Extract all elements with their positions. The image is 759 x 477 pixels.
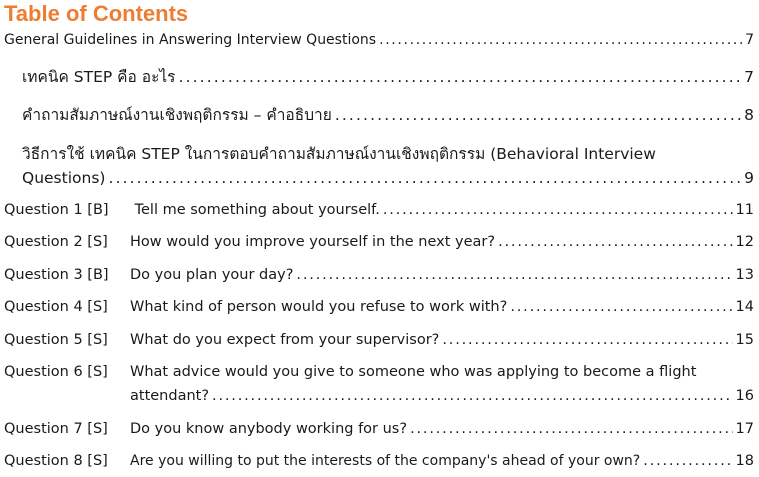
toc-question-1[interactable] [4, 202, 754, 218]
dot-leader [643, 453, 732, 469]
dot-leader [379, 32, 742, 48]
toc-entry-text: General Guidelines in Answering Interview Questions [4, 32, 377, 48]
toc-page-number: 16 [735, 388, 754, 404]
dot-leader [410, 421, 732, 437]
toc-page-number: 12 [735, 234, 754, 250]
question-label: Question 6 [S] [4, 364, 108, 380]
toc-entry-step-usage[interactable] [22, 169, 754, 187]
dot-leader [212, 388, 733, 404]
question-text: What advice would you give to someone who was applying to become a flight [130, 364, 697, 380]
toc-entry-step-technique[interactable] [22, 64, 754, 89]
toc-entry-step-usage-line1[interactable]: วิธีการใช้ เทคนิค STEP ในการตอบคำถามสัมภาษณ์งานเชิงพฤติกรรม (Behavioral Interview [22, 145, 656, 163]
dot-leader [498, 234, 732, 250]
toc-entry-text: คำถามสัมภาษณ์งานเชิงพฤติกรรม – คำอธิบาย [22, 106, 332, 124]
question-text: How would you improve yourself in the next year? [130, 234, 496, 250]
question-label: Question 5 [S] [4, 332, 108, 348]
toc-question-4[interactable] [4, 299, 754, 315]
question-text: attendant? [130, 388, 210, 404]
toc-question-6-line1[interactable] [4, 364, 696, 380]
toc-entry-general-guidelines[interactable] [4, 32, 754, 48]
toc-question-7[interactable] [4, 421, 754, 437]
toc-question-5[interactable] [4, 332, 754, 348]
question-label: Question 7 [S] [4, 421, 108, 437]
toc-page-number: 8 [744, 106, 754, 124]
question-text: Are you willing to put the interests of the company's ahead of your own? [130, 453, 641, 469]
question-label: Question 3 [B] [4, 267, 109, 283]
question-text: What do you expect from your supervisor? [130, 332, 440, 348]
dot-leader [510, 299, 732, 315]
toc-page-number: 18 [735, 453, 754, 469]
toc-entry-behavioral-questions[interactable] [22, 102, 754, 127]
toc-question-8[interactable] [4, 453, 754, 469]
question-text: What kind of person would you refuse to work with? [130, 299, 508, 315]
dot-leader [296, 267, 732, 283]
question-label: Question 2 [S] [4, 234, 108, 250]
question-text: Tell me something about yourself. [130, 202, 380, 218]
toc-question-2[interactable] [4, 234, 754, 250]
dot-leader [108, 169, 741, 187]
question-text: Do you know anybody working for us? [130, 421, 408, 437]
toc-question-6[interactable] [130, 388, 754, 404]
toc-title: Table of Contents [4, 1, 189, 26]
toc-entry-text: Questions) [22, 169, 106, 187]
toc-page-number: 15 [735, 332, 754, 348]
toc-page-number: 13 [735, 267, 754, 283]
toc-page-number: 7 [744, 68, 754, 86]
dot-leader [179, 68, 742, 86]
toc-entry-text: เทคนิค STEP คือ อะไร [22, 68, 176, 86]
dot-leader [442, 332, 732, 348]
dot-leader [383, 202, 733, 218]
toc-page-number: 7 [745, 32, 754, 48]
dot-leader [335, 106, 741, 124]
question-label: Question 4 [S] [4, 299, 108, 315]
question-label: Question 1 [B] [4, 202, 109, 218]
toc-page-number: 11 [735, 202, 754, 218]
toc-page-number: 9 [744, 169, 754, 187]
toc-page-number: 17 [735, 421, 754, 437]
toc-page-number: 14 [735, 299, 754, 315]
toc-question-3[interactable] [4, 267, 754, 283]
question-text: Do you plan your day? [130, 267, 294, 283]
question-label: Question 8 [S] [4, 453, 108, 469]
